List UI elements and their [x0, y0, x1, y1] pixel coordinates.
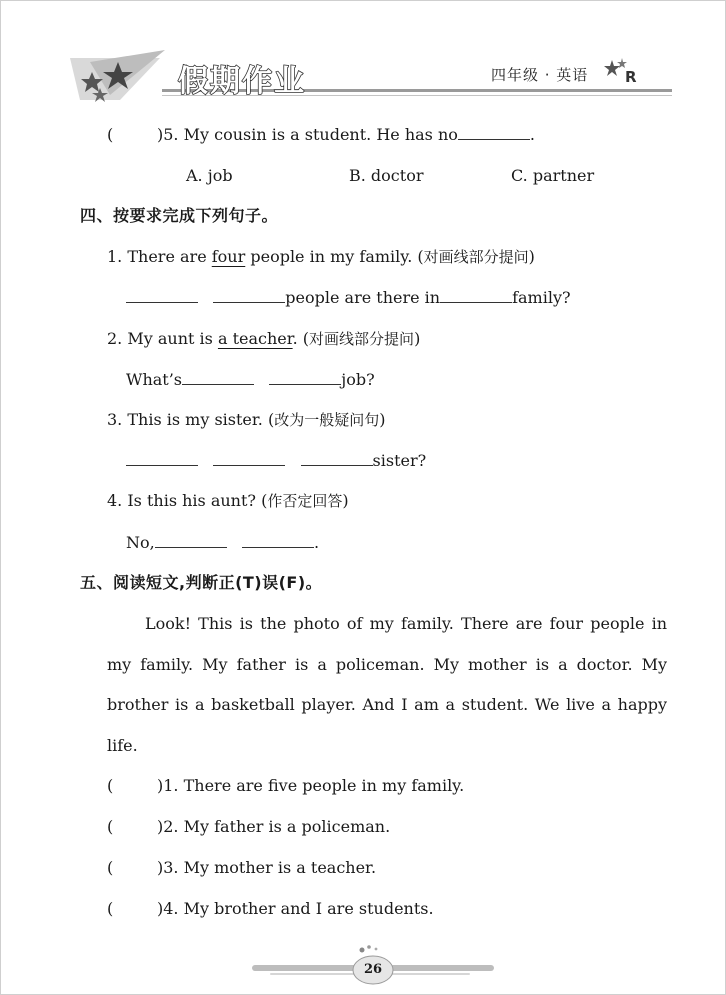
answer-paren[interactable]: (	[107, 858, 114, 877]
section-4-item-1-answer: people are there in family?	[126, 287, 571, 309]
answer-blank[interactable]	[126, 287, 198, 303]
underlined-part: a teacher	[217, 329, 293, 348]
section-4-item-2-prompt: 2. My aunt is a teacher. (对画线部分提问)	[107, 329, 421, 348]
option-c: C. partner	[511, 166, 595, 185]
section-4-item-1-prompt: 1. There are four people in my family. (对画线部分提问)	[107, 247, 535, 266]
answer-blank[interactable]	[155, 532, 227, 548]
statement-2: ( )2. My father is a policeman.	[107, 817, 391, 836]
instruction: 对画线部分提问	[423, 248, 529, 266]
option-b: B. doctor	[349, 166, 424, 185]
statement-4: ( )4. My brother and I are students.	[107, 899, 434, 918]
answer-paren[interactable]: (	[107, 817, 114, 836]
answer-blank[interactable]	[269, 369, 341, 385]
instruction: 作否定回答	[267, 492, 343, 510]
answer-blank[interactable]	[213, 287, 285, 303]
section-4-item-2-answer: What’s job?	[126, 370, 375, 389]
section-4-item-3-answer: sister?	[126, 450, 426, 472]
option-a: A. job	[186, 166, 233, 185]
section-4-item-3-prompt: 3. This is my sister. (改为一般疑问句)	[107, 410, 386, 429]
answer-paren: (	[107, 125, 114, 144]
answer-blank[interactable]	[126, 450, 198, 466]
section-4-item-4-answer: No, .	[126, 533, 320, 552]
question-5-stem: )5. My cousin is a student. He has no	[157, 125, 458, 144]
statement-1: ( )1. There are five people in my family.	[107, 776, 465, 795]
underlined-part: four	[211, 247, 246, 266]
statement-3: ( )3. My mother is a teacher.	[107, 858, 377, 877]
answer-blank[interactable]	[301, 450, 373, 466]
answer-blank[interactable]	[213, 450, 285, 466]
page-header	[0, 0, 726, 120]
answer-blank[interactable]	[182, 369, 254, 385]
section-4-title: 四、按要求完成下列句子。	[80, 206, 279, 225]
question-5: ( )5. My cousin is a student. He has no .	[107, 125, 535, 144]
instruction: 对画线部分提问	[309, 330, 415, 348]
header-decoration	[0, 0, 726, 120]
header-grade-subject: 四年级 · 英语	[491, 66, 589, 84]
answer-blank[interactable]	[458, 124, 530, 140]
answer-blank[interactable]	[242, 532, 314, 548]
page-number: 26	[363, 962, 383, 977]
answer-blank[interactable]	[440, 287, 512, 303]
answer-paren[interactable]: (	[107, 899, 114, 918]
header-title: 假期作业	[178, 64, 306, 99]
section-4-item-4-prompt: 4. Is this his aunt? (作否定回答)	[107, 491, 349, 510]
section-5-title: 五、阅读短文,判断正(T)误(F)。	[80, 573, 323, 592]
header-edition-badge: R	[625, 68, 637, 86]
answer-paren[interactable]: (	[107, 776, 114, 795]
reading-passage: Look! This is the photo of my family. There are four people in my family. My father is a policeman. My mother is a doctor. My brother is a basketball player. And I am a student. We live a happy life.	[107, 614, 667, 756]
instruction: 改为一般疑问句	[274, 411, 380, 429]
